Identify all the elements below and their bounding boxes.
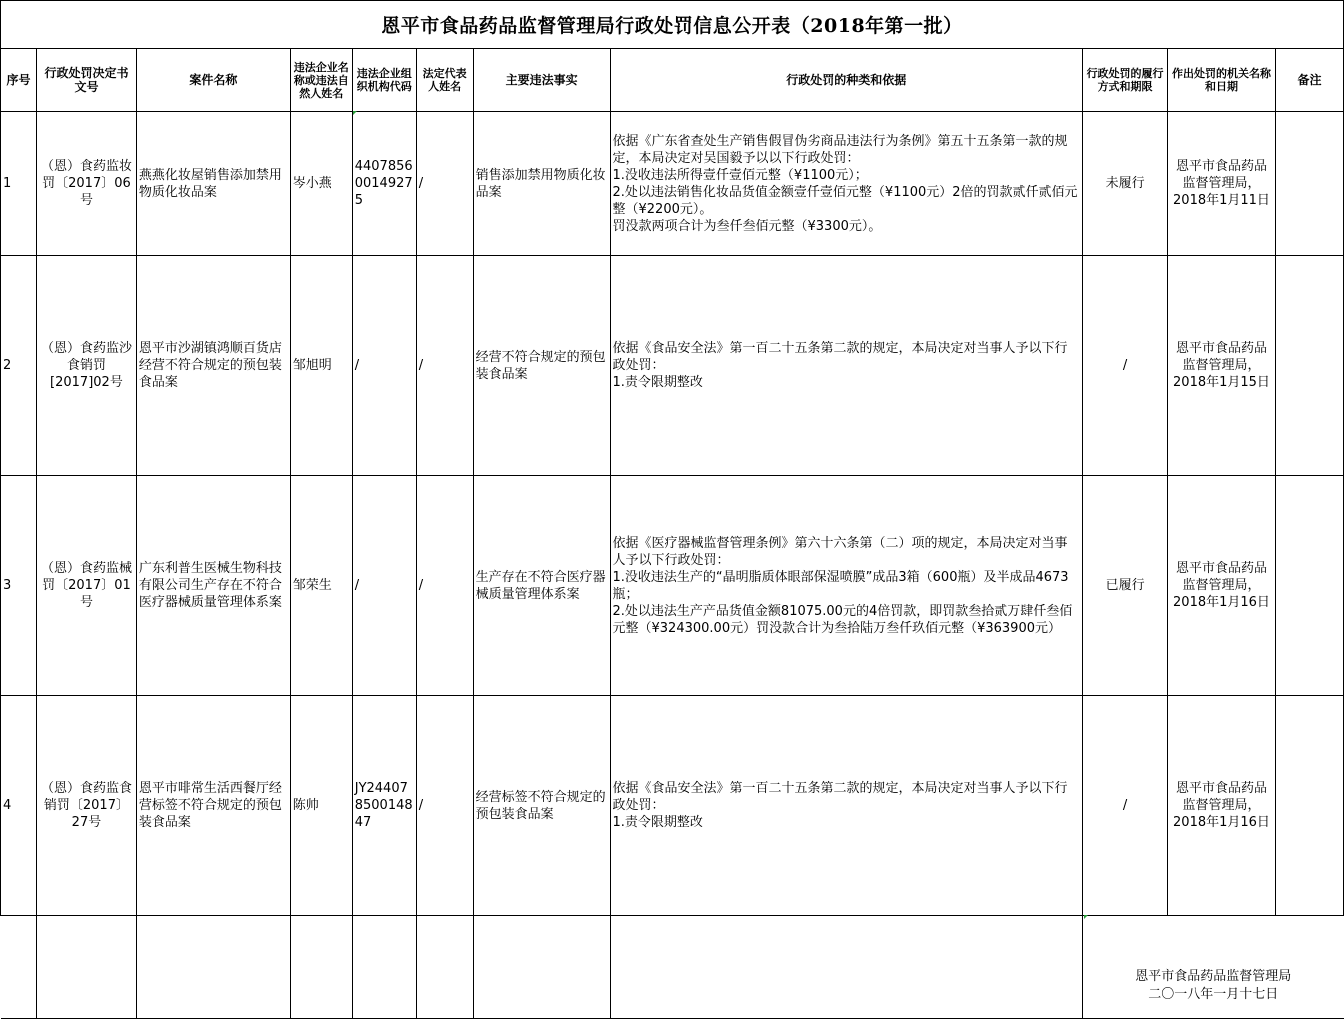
cell-seq: 1 — [1, 112, 37, 256]
sheet-title: 恩平市食品药品监督管理局行政处罚信息公开表（2018年第一批） — [1, 1, 1344, 49]
cell-penalty — [610, 476, 1083, 696]
cell-doc-no: （恩）食药监械罚〔2017〕01号 — [36, 476, 136, 696]
footer-empty-cell — [136, 916, 290, 1019]
footer-empty-cell — [1, 916, 37, 1019]
cell-org-code — [352, 696, 416, 916]
cell-performance: 已履行 — [1083, 476, 1168, 696]
cell-legal-rep: / — [416, 112, 473, 256]
cell-seq: 2 — [1, 256, 37, 476]
cell-party-name: 陈帅 — [290, 696, 352, 916]
cell-seq: 4 — [1, 696, 37, 916]
table-row — [1, 256, 1344, 476]
cell-remark — [1275, 112, 1343, 256]
penalty-text: 依据《食品安全法》第一百二十五条第二款的规定，本局决定对当事人予以下行政处罚： 1.责令限期整改 — [612, 341, 1068, 390]
header-authority: 作出处罚的机关名称和日期 — [1168, 49, 1276, 112]
org-code-text: / — [354, 358, 360, 373]
signature-org: 恩平市食品药品监督管理局 — [1135, 969, 1292, 984]
cell-org-code — [352, 476, 416, 696]
cell-penalty — [610, 112, 1083, 256]
header-org-code: 违法企业组织机构代码 — [352, 49, 416, 112]
footer-empty-cell — [290, 916, 352, 1019]
cell-facts: 经营标签不符合规定的预包装食品案 — [473, 696, 610, 916]
cell-comment-marker — [1084, 915, 1088, 919]
header-penalty: 行政处罚的种类和依据 — [610, 49, 1083, 112]
footer-empty-cell — [416, 916, 473, 1019]
cell-facts: 销售添加禁用物质化妆品案 — [473, 112, 610, 256]
cell-legal-rep: / — [416, 256, 473, 476]
cell-penalty — [610, 256, 1083, 476]
cell-authority: 恩平市食品药品监督管理局，2018年1月16日 — [1168, 476, 1276, 696]
footer-row — [1, 916, 1344, 1019]
table-row — [1, 696, 1344, 916]
header-doc-no: 行政处罚决定书文号 — [36, 49, 136, 112]
cell-legal-rep: / — [416, 476, 473, 696]
cell-party-name: 岑小燕 — [290, 112, 352, 256]
penalty-text: 依据《医疗器械监督管理条例》第六十六条第（二）项的规定，本局决定对当事人予以下行政处罚： 1.没收违法生产的“晶明脂质体眼部保湿喷膜”成品3箱（600瓶）及半成品4673瓶； 2.处以违法生产产品货值金额81075.00元的4倍罚款，即罚款叁拾贰万肆仟叁佰元整（¥324300.00元）罚没款合计为叁拾陆万叁仟玖佰元整（¥363900元） — [612, 535, 1073, 636]
penalty-text: 依据《广东省查处生产销售假冒伪劣商品违法行为条例》第五十五条第一款的规定，本局决定对吴国毅予以以下行政处罚： 1.没收违法所得壹仟壹佰元整（¥1100元）； 2.处以违法销售化妆品货值金额壹仟壹佰元整（¥1100元）2倍的罚款贰仟贰佰元整（¥2200元）。 罚没款两项合计为叁仟叁佰元整（¥3300元）。 — [612, 133, 1078, 234]
cell-performance: / — [1083, 696, 1168, 916]
header-party-name: 违法企业名称或违法自然人姓名 — [290, 49, 352, 112]
cell-case-name: 燕燕化妆屋销售添加禁用物质化妆品案 — [136, 112, 290, 256]
cell-penalty — [610, 696, 1083, 916]
table-row — [1, 112, 1344, 256]
header-remark: 备注 — [1275, 49, 1343, 112]
cell-authority: 恩平市食品药品监督管理局，2018年1月16日 — [1168, 696, 1276, 916]
footer-empty-cell — [36, 916, 136, 1019]
header-performance: 行政处罚的履行方式和期限 — [1083, 49, 1168, 112]
cell-doc-no: （恩）食药监沙食销罚[2017]02号 — [36, 256, 136, 476]
org-code-text: JY24407850014847 — [354, 781, 413, 830]
header-legal-rep: 法定代表人姓名 — [416, 49, 473, 112]
cell-doc-no: （恩）食药监食销罚〔2017〕27号 — [36, 696, 136, 916]
cell-facts: 生产存在不符合医疗器械质量管理体系案 — [473, 476, 610, 696]
cell-org-code — [352, 112, 416, 256]
cell-remark — [1275, 696, 1343, 916]
footer-empty-cell — [473, 916, 610, 1019]
header-row — [1, 49, 1344, 112]
cell-doc-no: （恩）食药监妆罚〔2017〕06号 — [36, 112, 136, 256]
cell-remark — [1275, 256, 1343, 476]
signature-block — [1083, 916, 1344, 1019]
org-code-text: 44078560014927 5 — [354, 159, 417, 208]
cell-legal-rep: / — [416, 696, 473, 916]
header-seq: 序号 — [1, 49, 37, 112]
cell-facts: 经营不符合规定的预包装食品案 — [473, 256, 610, 476]
cell-seq: 3 — [1, 476, 37, 696]
footer-empty-cell — [610, 916, 1083, 1019]
cell-authority: 恩平市食品药品监督管理局，2018年1月11日 — [1168, 112, 1276, 256]
cell-performance: 未履行 — [1083, 112, 1168, 256]
cell-remark — [1275, 476, 1343, 696]
cell-comment-marker — [353, 111, 357, 115]
signature-date: 二〇一八年一月十七日 — [1148, 987, 1279, 1002]
cell-authority: 恩平市食品药品监督管理局，2018年1月15日 — [1168, 256, 1276, 476]
penalty-text: 依据《食品安全法》第一百二十五条第二款的规定，本局决定对当事人予以下行政处罚： 1.责令限期整改 — [612, 781, 1068, 830]
cell-case-name: 广东利普生医械生物科技有限公司生产存在不符合医疗器械质量管理体系案 — [136, 476, 290, 696]
cell-case-name: 恩平市啡常生活西餐厅经营标签不符合规定的预包装食品案 — [136, 696, 290, 916]
cell-case-name: 恩平市沙湖镇鸿顺百货店经营不符合规定的预包装食品案 — [136, 256, 290, 476]
table-row — [1, 476, 1344, 696]
cell-party-name: 邹旭明 — [290, 256, 352, 476]
header-facts: 主要违法事实 — [473, 49, 610, 112]
org-code-text: / — [354, 578, 360, 593]
header-case-name: 案件名称 — [136, 49, 290, 112]
cell-party-name: 邹荣生 — [290, 476, 352, 696]
footer-empty-cell — [352, 916, 416, 1019]
cell-org-code — [352, 256, 416, 476]
cell-performance: / — [1083, 256, 1168, 476]
